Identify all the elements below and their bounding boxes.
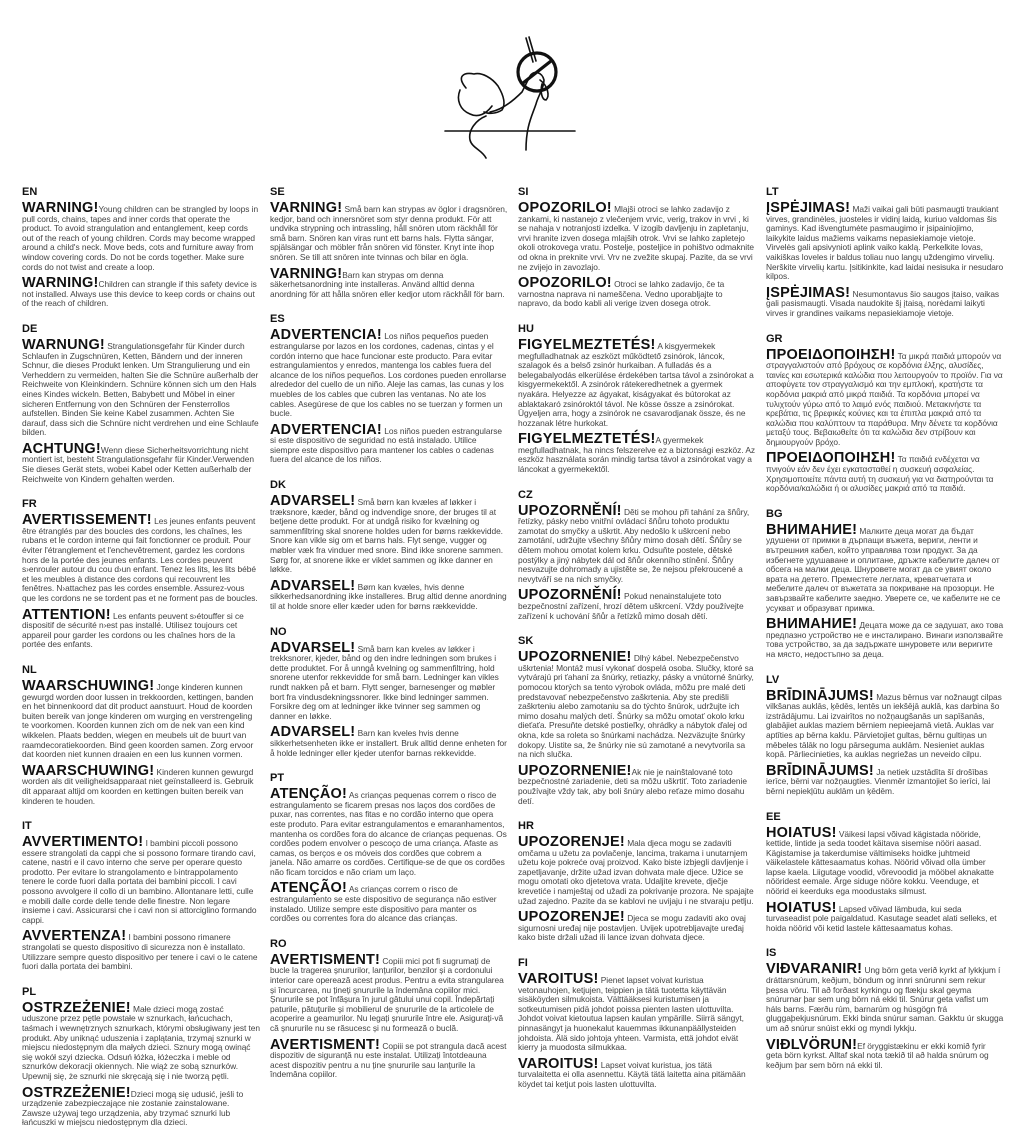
warning-title: VARNING! <box>270 200 343 216</box>
warning-text: A gyermekek megfulladhatnak, ha nincs felszerelve ez a biztonsági eszköz. Az eszköz használata során mindig tartsa távol a zsinórokat vagy a láncokat a gyermekektől. <box>518 435 756 475</box>
language-code: ES <box>270 313 285 326</box>
warning-text: Små børn kan kvæles af løkker i træksnore, kæder, bånd og indvendige snore, der bruges til at betjene dette produkt. For at undgå risiko for kvælning og sammenfiltring skal snorene holdes uden for børns rækkevidde. Snore kan vikle sig om et barns hals. Flyt senge, vugger og møbler væk fra vinduer med snore. Bind ikke snorene sammen. Sørg for, at snorene ikke er viklet sammen og ikke danner en løkke. <box>270 497 504 575</box>
warning-title: ĮSPĖJIMAS! <box>766 200 851 216</box>
text-column <box>270 186 508 1094</box>
language-code: BG <box>766 507 783 520</box>
warning-title: AVERTISMENT! <box>270 951 381 968</box>
warning-title: ADVARSEL! <box>270 639 356 656</box>
warning-paragraph <box>766 963 1004 1033</box>
warning-paragraph <box>270 1036 508 1080</box>
language-code: NL <box>22 663 37 676</box>
language-section-pl <box>22 986 260 1133</box>
warning-text: Los niños pequeños pueden estrangularse por lazos en los cordones, cadenas, cintas y el cordón interno que hace funcionar este producto. Para evitar estrangulamientos y enredos, mantenga los cables fuera del alcance de los niños pequeños. Los cordones pueden enrollarse alrededor del cuello de un niño. Aleje las camas, las cunas y los muebles de los cables que cubren las ventanas. No ate los cables. Asegúrese de que los cables no se tuerzan y formen un bucle. <box>270 331 507 419</box>
warning-title: HOIATUS! <box>766 899 837 916</box>
warning-title: OPOZORILO! <box>518 275 612 292</box>
warning-paragraph <box>518 973 756 1053</box>
warning-text: Barn kan kveles hvis denne sikkerhetsenheten ikke er installert. Bruk alltid denne enheten for å holde ledninger eller kjeder utenfor barnas rekkevidde. <box>270 728 507 758</box>
text-column <box>518 186 756 1104</box>
warning-title: AVERTISSEMENT! <box>22 512 152 529</box>
warning-title: ATENÇÃO! <box>270 880 348 897</box>
warning-text: As crianças pequenas correm o risco de estrangulamento se ficarem presas nos laços dos cordões de puxar, nas correntes, nas fitas e no cordão interno que opera este produto. Para evitar estrangulamentos e emaranhamentos, mantenha os cordões fora do alcance de crianças pequenas. Os cordões podem envolver o pescoço de uma criança. Afaste as camas, os berços e os móveis dos cordões que cobrem a janela. Não amarre os cordões. Certifique-se de que os cordões não ficam torcidos e não criam um laço. <box>270 790 507 877</box>
warning-paragraph <box>270 726 508 758</box>
warning-paragraph <box>518 433 756 474</box>
warning-text: Nesumontavus šio saugos įtaiso, vaikas gali pasismaugti. Visada naudokite šį įtaisą, norėdami laikyti virves ir grandines vaikams nepasiekiamoje vietoje. <box>766 288 1000 318</box>
warning-paragraph <box>270 421 508 465</box>
warning-paragraph <box>766 284 1004 319</box>
warning-title: VAROITUS! <box>518 971 599 988</box>
language-code: SI <box>518 186 529 198</box>
warning-text: Les enfants peuvent s›étouffer si ce dispositif de sécurité n›est pas installé. Utilisez toujours cet appareil pour garder les cordons ou les chaînes hors de la portée des enfants. <box>22 610 244 650</box>
warning-paragraph <box>22 202 260 272</box>
warning-title: ΠΡΟΕΙΔΟΠΟΙΗΣΗ! <box>766 346 896 363</box>
warning-title: FIGYELMEZTETÉS! <box>518 336 656 353</box>
warning-text: Lapsed võivad lämbuda, kui seda turvaseadist pole paigaldatud. Kasutage seadet alati selleks, et hoida nöörid või ketid lastele kättesaamatus kohas. <box>766 903 997 933</box>
warning-paragraph <box>22 606 260 650</box>
language-code: GR <box>766 332 783 345</box>
language-code: FR <box>22 498 37 511</box>
language-section-es <box>270 313 508 470</box>
warning-text: Mala djeca mogu se zadaviti omčama u užetu za povlačenje, lancima, trakama i unutarnjem užetu koje pokreće ovaj proizvod. Kako biste izbjegli davljenje i zapetljavanje, držite užad izvan dohvata male djece. Užice se mogu omotati oko djetetova vrata. Udaljite krevete, dječje krevetiće i namještaj od užadi za pokrivanje prozora. Ne spajajte užad zajedno. Pazite da se kablovi ne uvijaju i ne stvaraju petlju. <box>518 838 754 906</box>
warning-paragraph <box>766 202 1004 282</box>
warning-title: VIÐVARANIR! <box>766 961 863 978</box>
warning-text: Lapset voivat kuristua, jos tätä turvalaitetta ei olla asennettu. Käytä tätä laitetta aina pitämään köydet tai ketjut pois lasten ulottuvilta. <box>518 1059 746 1089</box>
language-section-ee <box>766 811 1004 939</box>
warning-title: WAARSCHUWING! <box>22 762 155 779</box>
warning-paragraph <box>766 899 1004 934</box>
warning-text: Ef öryggistækinu er ekki komið fyrir geta börn kyrkst. Alltaf skal nota tækið til að halda snúrum og keðjum þar sem börn ná ekki til. <box>766 1040 989 1070</box>
warning-text: Małe dzieci mogą zostać uduszone przez pętle powstałe w sznurkach, łańcuchach, taśmach i wewnętrznych sznurkach, którymi obsługiwany jest ten produkt. Aby uniknąć uduszenia i zaplątania, trzymaj sznurki w miejscu niedostępnym dla małych dzieci. Sznury mogą owinąć się wokół szyi dziecka. Odsuń łóżka, łóżeczka i meble od sznurków dekoracji okiennych. Nie wiąż ze sobą sznurków. Upewnij się, że sznurki nie skręcają się i nie tworzą pętli. <box>22 1003 261 1081</box>
warning-paragraph <box>270 882 508 923</box>
warning-title: WAARSCHUWING! <box>22 677 155 694</box>
language-code: LV <box>766 673 780 686</box>
language-code: HU <box>518 322 534 335</box>
warning-text: Dlhý kábel. Nebezpečenstvo uškrtenia! Montáž musí vykonať dospelá osoba. Slučky, ktoré sa vytvárajú pri ťahaní za šnúrky, retiazky, pásky a vnútorné šnúrky, pomocou ktorých sa tento výrobok ovláda, môžu pre malé deti predstavovať nebezpečenstvo zaškrtenia. Aby ste predišli zaškrteniu alebo zamotaniu sa do týchto šnúrok, udržujte ich mimo dosahu malých detí. Šnúrky sa môžu omotať okolo krku dieťaťa. Presuňte detské postieľky, ohrádky a nábytok ďalej od okna, kde sa roleta so šnúrkami nachádza. Nezväzujte šnúrky dokopy. Uistite sa, že šnúrky nie sú zamotané a nevytvorila sa na nich slučka. <box>518 653 754 760</box>
warning-text: Τα παιδιά ενδέχεται να πνιγούν εάν δεν έχει εγκατασταθεί η συσκευή ασφαλείας. Χρησιμοποιείτε πάντα αυτή τη συσκευή για να διατηρούνται τα κορδόνια/καλώδια ή οι αλυσίδες μακριά από τα παιδιά. <box>766 454 994 494</box>
language-code: CZ <box>518 488 533 501</box>
warning-text: Copiii se pot strangula dacă acest dispozitiv de siguranță nu este instalat. Utilizați întotdeauna acest dispozitiv pentru a nu ține șnururile sau lanțurile la îndemâna copiilor. <box>270 1040 507 1080</box>
warning-text: Τα μικρά παιδιά μπορούν να στραγγαλιστούν από βρόχους σε κορδόνια έλξης, αλυσίδες, ταινίες και εσωτερικά καλώδια που λειτουργούν το προϊόν. Για να αποφύγετε τον στραγγαλισμό και την εμπλοκή, κρατήστε τα κορδόνια μακριά από μικρά παιδιά. Τα κορδόνια μπορεί να τυλιχτούν γύρω από το λαιμό ενός παιδιού. Μετακινήστε τα κρεβάτια, τις βρεφικές κούνιες και τα έπιπλα μακριά από τα καλώδια που καλύπτουν τα παράθυρα. Μην δένετε τα κορδόνια μεταξύ τους. Βεβαιωθείτε ότι τα καλώδια δεν στρίβουν και δημιουργούν βρόχο. <box>766 350 1003 447</box>
warning-text: Små barn kan strypas av öglor i dragsnören, kedjor, band och innersnöret som styr denna produkt. För att undvika strypning och intrassling, håll snören utom räckhåll för små barn. Snören kan viras runt ett barns hals. Flytta sängar, spjälsängar och möbler från snören vid fönster. Knyt inte ihop snören. Se till att snören inte tvinnas och bilar en ögla. <box>270 204 508 262</box>
warning-title: HOIATUS! <box>766 824 837 841</box>
child-reaching-cord-prohibited-icon <box>430 0 610 170</box>
warning-paragraph <box>22 277 260 309</box>
warning-paragraph <box>766 346 1004 448</box>
language-section-hr <box>518 820 756 948</box>
warning-title: ATENÇÃO! <box>270 786 348 803</box>
warning-text: Copiii mici pot fi sugrumați de bucle la tragerea șnururilor, lanțurilor, benzilor și a cordonului interior care operează acest produs. Pentru a evita strangularea și încurcarea, nu țineți șnururile la îndemâna copiilor mici. Șnururile se pot înfășura în jurul gâtului unui copil. Îndepărtați paturile, pătuțurile și mobilierul de șnururile de la articolele de acoperire a geamurilor. Nu legați șnururile între ele. Asigurați-vă că șnururile nu se răsucesc și nu formează o buclă. <box>270 955 504 1033</box>
warning-title: UPOZORNENIE! <box>518 762 632 779</box>
warning-text: Los niños pueden estrangularse si este dispositivo de seguridad no está instalado. Utilice siempre este dispositivo para mantener los cables o cadenas fuera del alcance de los niños. <box>270 425 502 465</box>
warning-title: ADVARSEL! <box>270 724 356 741</box>
warning-text: Børn kan kvæles, hvis denne sikkerhedsanordning ikke installeres. Brug altid denne anordning til at holde snore eller kæder uden for børns rækkevidde. <box>270 581 507 611</box>
language-section-is <box>766 947 1004 1075</box>
language-section-sk <box>518 635 756 811</box>
warning-paragraph <box>766 824 1004 897</box>
warning-title: WARNING! <box>22 200 99 216</box>
warning-paragraph <box>766 1036 1004 1071</box>
language-code: EN <box>22 186 38 198</box>
warning-paragraph <box>270 495 508 575</box>
warning-text: Pienet lapset voivat kuristua vetonauhojen, ketjujen, teippien ja tätä tuotetta käyttävän sisäköyden silmukoista. Välttääksesi kuristumisen ja sotkeutumisen pidä johdot poissa pienten lasten ulottuvilta. Johdot voivat kietoutua lapsen kaulan ympärille. Siirrä sängyt, pinnasängyt ja huonekalut kauemmas ikkunanpäällysteiden johdoista. Älä sido johtoja yhteen. Varmista, että johdot eivät kierry ja muodosta silmukkaa. <box>518 975 744 1053</box>
warning-title: ADVERTENCIA! <box>270 421 382 438</box>
warning-paragraph <box>766 618 1004 659</box>
language-code: IS <box>766 947 777 960</box>
warning-title: ADVARSEL! <box>270 493 356 510</box>
language-code: DE <box>22 322 38 335</box>
warning-text: Kinderen kunnen gewurgd worden als dit veiligheidsapparaat niet geïnstalleerd is. Gebruik dit apparaat altijd om koorden en kettingen buiten bereik van kinderen te houden. <box>22 766 254 806</box>
warning-paragraph <box>22 514 260 603</box>
warning-title: UPOZORNĚNÍ! <box>518 587 622 604</box>
warning-paragraph <box>22 836 260 925</box>
warning-title: ACHTUNG! <box>22 440 101 457</box>
warning-text: Djeca se mogu zadaviti ako ovaj sigurnosni uređaj nije postavljen. Uvijek upotrebljavajte uređaj kako biste držali užad ili lance izvan dohvata djece. <box>518 913 746 943</box>
language-code: FI <box>518 957 528 970</box>
warning-text: Young children can be strangled by loops in pull cords, chains, tapes and inner cords that operate the product. To avoid strangulation and entanglement, keep cords out of the reach of young children. Cords may become wrapped around a child's neck. Move beds, cots and furniture away from window covering cords. Do not be cords together. Make sure cords do not twist and create a loop. <box>22 204 259 272</box>
warning-text: Mlajši otroci se lahko zadavijo z zankami, ki nastanejo z vlečenjem vrvic, verig, trakov in vrvi , ki se nahaja v notranjosti izdelka. V izogib davljenju in zapletanju, vrvi hranite izven dosega mlajših otrok. Vrvi se lahko zapletejo okoli otrokovega vratu. Postelje, posteljice in pohištvo odmaknite od okna in preknite vrvi. Vrv ne zvežite skupaj. Pazite, da se vrvi ne zvijejo in zavozlajo. <box>518 204 754 272</box>
language-section-fr <box>22 498 260 655</box>
language-section-bg <box>766 508 1004 665</box>
warning-paragraph <box>22 336 260 438</box>
warning-title: AVVERTIMENTO! <box>22 834 144 851</box>
language-section-dk <box>270 479 508 617</box>
text-column <box>22 186 260 1142</box>
warning-title: OPOZORILO! <box>518 200 612 216</box>
warning-paragraph <box>518 911 756 943</box>
language-section-se <box>270 186 508 304</box>
warning-paragraph <box>270 951 508 1034</box>
warning-title: WARNUNG! <box>22 336 105 353</box>
language-section-hu <box>518 323 756 480</box>
language-code: DK <box>270 479 286 492</box>
warning-title: VAROITUS! <box>518 1055 599 1072</box>
language-section-no <box>270 626 508 764</box>
warning-title: UPOZORENJE! <box>518 909 625 926</box>
warning-text: I bambini piccoli possono essere strangolati da cappi che si possono formare tirando cavi, catene, nastri e il cavo interno che serve per operare questo prodotto. Per evitare lo strangolamento e l›intrappolamento tenere le corde fuori dalla portata dei bambini piccoli. I cavi possono avvolgere il collo di un bambino. Allontanare letti, culle e mobili dalle corde delle tende delle finestre. Non legare insieme i cavi. Assicurarsi che i cavi non si attorciglino formando cappi. <box>22 838 257 925</box>
warning-text: As crianças correm o risco de estrangulamento se este dispositivo de segurança não estiver instalado. Utilize sempre este dispositivo para manter os cordões ou correntes fora do alcance das crianças. <box>270 884 497 924</box>
warning-paragraph <box>518 651 756 760</box>
language-code: EE <box>766 810 781 823</box>
warning-title: UPOZORNENIE! <box>518 649 632 666</box>
warning-title: FIGYELMEZTETÉS! <box>518 431 656 448</box>
warning-paragraph <box>518 762 756 806</box>
warning-paragraph <box>22 1084 260 1128</box>
warning-paragraph <box>270 577 508 612</box>
language-code: HR <box>518 820 534 833</box>
warning-paragraph <box>270 265 508 300</box>
text-column <box>766 186 1004 1084</box>
language-section-de <box>22 323 260 489</box>
language-section-lt <box>766 186 1004 324</box>
warning-paragraph <box>518 202 756 272</box>
warning-title: BRĪDINĀJUMS! <box>766 687 874 704</box>
warning-paragraph <box>766 762 1004 797</box>
language-section-it <box>22 820 260 977</box>
language-section-cz <box>518 489 756 627</box>
warning-text: Barn kan strypas om denna säkerhetsanordning inte installeras. Använd alltid denna anordning för att hålla snören eller kedjor utom räckhåll för barn. <box>270 269 505 299</box>
language-section-nl <box>22 664 260 811</box>
warning-title: ADVARSEL! <box>270 577 356 594</box>
warning-paragraph <box>270 788 508 877</box>
warning-paragraph <box>22 930 260 971</box>
warning-text: Děti se mohou při tahání za šňůry, řetízky, pásky nebo vnitřní ovládací šňůru tohoto produktu zamotat do smyčky a uškrtit. Aby nedošlo k uškrcení nebo zamotání, udržujte všechny šňůry mimo dosah dětí. Šňůry se dětem mohou omotat kolem krku. Odsuňte postele, dětské postýlky a jiný nábytek dál od šňůr okenního stínění. Šňůry nesvazujte dohromady a ujistěte se, že nejsou překroucené a nevytváří se na nich smyčky. <box>518 506 750 584</box>
warning-paragraph <box>270 639 508 722</box>
warning-paragraph <box>22 999 261 1082</box>
language-code: SE <box>270 186 285 198</box>
warning-paragraph <box>518 277 756 309</box>
warning-text: Ung börn geta verið kyrkt af lykkjum í dráttarsnúrum, keðjum, böndum og innri snúrunni sem rekur þessa vöru. Til að forðast kyrkingu og flækju skal geyma snúrurnar þar sem ung börn ná ekki til. Snúrur geta vafist um háls barns. Færðu rúm, barnarúm og húsgögn frá gluggaþekjusnúrum. Ekki binda snúrur saman. Gakktu úr skugga um að snúrur snúist ekki og myndi lykkju. <box>766 965 1004 1033</box>
warning-text: Små barn kan kveles av løkker i trekksnorer, kjeder, bånd og den indre ledningen som brukes i dette produktet. For å unngå kvelning og sammenfiltring, hold snorene utenfor rekkevidde for små barn. Ledninger kan vikles rundt nakken på et barn. Flytt senger, barnesenger og møbler bort fra vindusdekningssnorer. Ikke bind ledninger sammen. Forsikre deg om at ledninger ikke tvinner seg sammen og danner en løkke. <box>270 643 499 721</box>
warning-paragraph <box>22 677 260 760</box>
language-code: LT <box>766 186 779 198</box>
language-code: PL <box>22 985 37 998</box>
warning-text: A kisgyermekek megfulladhatnak az eszközt működtető zsinórok, láncok, szalagok és a belső zsinór hurkaiban. A fulladás és a belegabalyodás elkerülése érdekében tartsa távol a zsinórokat a kisgyermekektől. A zsinórok rátekeredhetnek a gyermek nyakára. Helyezze az ágyakat, kiságyakat és bútorokat az ablaktakaró zsinóroktól távol. Ne kösse össze a zsinórokat. Ügyeljen arra, hogy a zsinórok ne csavarodjanak össze, és ne hozzanak létre hurkokat. <box>518 340 754 428</box>
warning-title: AVERTISMENT! <box>270 1036 381 1053</box>
warning-paragraph <box>22 762 260 806</box>
warning-paragraph <box>518 502 756 585</box>
warning-title: ВНИМАНИЕ! <box>766 616 858 633</box>
warning-title: BRĪDINĀJUMS! <box>766 762 874 779</box>
language-section-fi <box>518 957 756 1095</box>
warning-text: Väikesi lapsi võivad kägistada nööride, kettide, lintide ja seda toodet käitava sisemise nööri aasad. Kägistamise ja takerdumise vältimiseks hoidke juhtmeid väikelastele kättesaamatus kohas. Nöörid võivad olla ümber lapse kaela. Liigutage voodid, võrevoodid ja mööbel aknakatte nööridest eemale. Ärge siduge nööre kokku. Veenduge, et nöörid ei keerduks ega moodustaks silmust. <box>766 828 994 897</box>
warning-paragraph <box>22 440 260 484</box>
warning-paragraph <box>766 521 1004 613</box>
language-section-gr <box>766 333 1004 499</box>
warning-paragraph <box>518 1055 756 1090</box>
warning-title: AVVERTENZA! <box>22 928 127 945</box>
warning-title: ĮSPĖJIMAS! <box>766 284 851 301</box>
warning-paragraph <box>270 329 508 418</box>
warning-title: ΠΡΟΕΙΔΟΠΟΙΗΣΗ! <box>766 450 896 467</box>
language-section-lv <box>766 674 1004 802</box>
warning-text: Ak nie je nainštalované toto bezpečnostné zariadenie, deti sa môžu uškrtiť. Toto zariadenie používajte vždy tak, aby boli šnúry alebo reťaze mimo dosahu detí. <box>518 766 747 806</box>
warning-title: OSTRZEŻENIE! <box>22 999 131 1016</box>
warning-text: Maži vaikai gali būti pasmaugti traukiant virves, grandinėles, juosteles ir vidinį laidą, kuriuo valdomas šis gaminys. Kad išvengtumėte pasmaugimo ir įsipainiojimo, laikykite laidus mažiems vaikams nepasiekiamoje vietoje. Virvelės gali apsivynioti aplink vaiko kaklą. Perkelkite lovas, vaikiškas loveles ir baldus toliau nuo langų uždengimo virvelių. Nerškite virvelių kartu. Įsitikinkite, kad laidai nesisuka ir nesudaro kilpos. <box>766 204 1004 282</box>
language-section-pt <box>270 772 508 929</box>
warning-text: Mazus bērnus var nožnaugt cilpas vilkšanas auklās, ķēdēs, lentēs un iekšējā auklā, kas darbina šo izstrādājumu. Lai izvairītos no nožņaugšanās un sapīšanās, glabājiet auklas maziem bērniem nepieejamā vietā. Auklas var aptīties ap bērna kaklu. Pārvietojiet gultas, bērnu gultiņas un mēbeles tālāk no logu pārseguma auklām. Nesieniet auklas kopā. Pārliecinieties, ka auklas negriežas un neveido cilpu. <box>766 691 1002 760</box>
warning-title: WARNING! <box>22 275 99 292</box>
warning-paragraph <box>270 202 508 263</box>
warning-title: UPOZORENJE! <box>518 834 625 851</box>
warning-text: Dzieci mogą się udusić, jeśli to urządzenie zabezpieczające nie zostanie zainstalowane. Zawsze używaj tego urządzenia, aby trzymać sznurki lub łańcuszki w miejscu niedostępnym dla dzieci. <box>22 1088 244 1128</box>
warning-paragraph <box>518 589 756 621</box>
warning-title: VIÐLVÖRUN! <box>766 1036 858 1053</box>
language-code: NO <box>270 625 287 638</box>
language-section-en <box>22 186 260 314</box>
language-code: SK <box>518 635 534 648</box>
warning-paragraph <box>766 687 1004 760</box>
warning-text: Pokud nenainstalujete toto bezpečnostní zařízení, hrozí dětem uškrcení. Vždy používejte zařízení k uchování šňůr a řetízků mimo dosah dětí. <box>518 591 744 621</box>
language-section-ro <box>270 938 508 1085</box>
language-section-si <box>518 186 756 314</box>
warning-title: VARNING! <box>270 265 343 282</box>
warning-text: Les jeunes enfants peuvent être étranglés par des boucles des cordons, les chaînes, les rubans et le cordon interne qui fait fonctionner ce produit. Pour éviter l'étranglement et l'enchevêtrement, gardez les cordons hors de la portée des jeunes enfants. Les cordes peuvent s›enrouler autour du cou d›un enfant. Tenez les lits, les lits bébé et les meubles à distance des cordons qui recouvrent les fenêtres. N›attachez pas les cordes ensemble. Assurez-vous que les cordons ne se tordent pas et ne forment pas de boucles. <box>22 516 258 603</box>
warning-text: Децата може да се задушат, ако това предпазно устройство не е инсталирано. Винаги използвайте това устройство, за да задържате шнуровете или веригите на място, недостъпно за деца. <box>766 620 1004 659</box>
language-code: RO <box>270 937 287 950</box>
warning-paragraph <box>518 836 756 906</box>
warning-title: ADVERTENCIA! <box>270 327 382 344</box>
warning-text: Малките деца могат да бъдат удушени от примки в дърпащи въжета, вериги, ленти и вътрешния кабел, който управлява този продукт. За да избегнете удушаване и оплитане, дръжте кабелите далеч от обсега на малки деца. Шнуровете могат да се увият около врата на детето. Преместете леглата, креватчетата и мебелите далеч от въжетата за покриване на прозорци. Не завързвайте кабелите заедно. Уверете се, че кабелите не се усукват и образуват примка. <box>766 525 1001 613</box>
warning-title: UPOZORNĚNÍ! <box>518 502 622 519</box>
warning-text: Wenn diese Sicherheitsvorrichtung nicht montiert ist, besteht Strangulationsgefahr für Kinder.Verwenden Sie dieses Gerät stets, wobei Kabel oder Ketten außerhalb der Reichweite von Kindern gehalten werden. <box>22 444 254 484</box>
warning-title: ВНИМАНИЕ! <box>766 521 858 538</box>
warning-text: Children can strangle if this safety device is not installed. Always use this device to keep cords or chains out of the reach of children. <box>22 279 257 309</box>
warning-text: Ja netiek uzstādīta šī drošības ierīce, bērni var nožņaugties. Vienmēr izmantojiet šo ierīci, lai bērni nepiekļūtu auklām un ķēdēm. <box>766 766 991 796</box>
warning-title: OSTRZEŻENIE! <box>22 1084 131 1101</box>
language-code: PT <box>270 772 285 785</box>
warning-text: Strangulationsgefahr für Kinder durch Schlaufen in Zugschnüren, Ketten, Bändern und der inneren Schnur, die dieses Produkt lenken. Um Strangulierung und ein Verheddern zu vermeiden, halten Sie die Schnüre außerhalb der Reichweite von Kleinkindern. Schnüre können sich um den Hals eines Kindes wickeln. Betten, Babybett und Möbel in einer sicheren Entfernung von den Schnüren der Fensterrollos aufstellen. Binden Sie keine Kabel zusammen. Achten Sie darauf, dass sich die Schnüre nicht verdrehen und eine Schlaufe bilden. <box>22 340 259 438</box>
warning-paragraph <box>518 336 756 428</box>
language-code: IT <box>22 820 32 833</box>
warning-title: ATTENTION! <box>22 606 111 623</box>
warning-text: I bambini possono rimanere strangolati se questo dispositivo di sicurezza non è installato. Utilizzare sempre questo dispositivo per tenere i cavi o le catene fuori dalla portata dei bambini. <box>22 932 258 972</box>
warning-text: Jonge kinderen kunnen gewurgd worden door lussen in trekkoorden, kettingen, banden en het binnenkoord dat dit product aanstuurt. Houd de koorden buiten bereik van jonge kinderen om wurging en verstrengeling te voorkomen. Koorden kunnen zich om de nek van een kind wikkelen. Plaats bedden, wiegen en meubels uit de buurt van raamdecoratiekoorden. Bind geen koorden samen. Zorg ervoor dat koorden niet kunnen draaien en een lus kunnen vormen. <box>22 681 254 760</box>
warning-text: Otroci se lahko zadavijo, če ta varnostna naprava ni nameščena. Vedno uporabljajte to napravo, da bodo kabli ali verige izven dosega otrok. <box>518 279 725 309</box>
warning-paragraph <box>766 452 1004 493</box>
